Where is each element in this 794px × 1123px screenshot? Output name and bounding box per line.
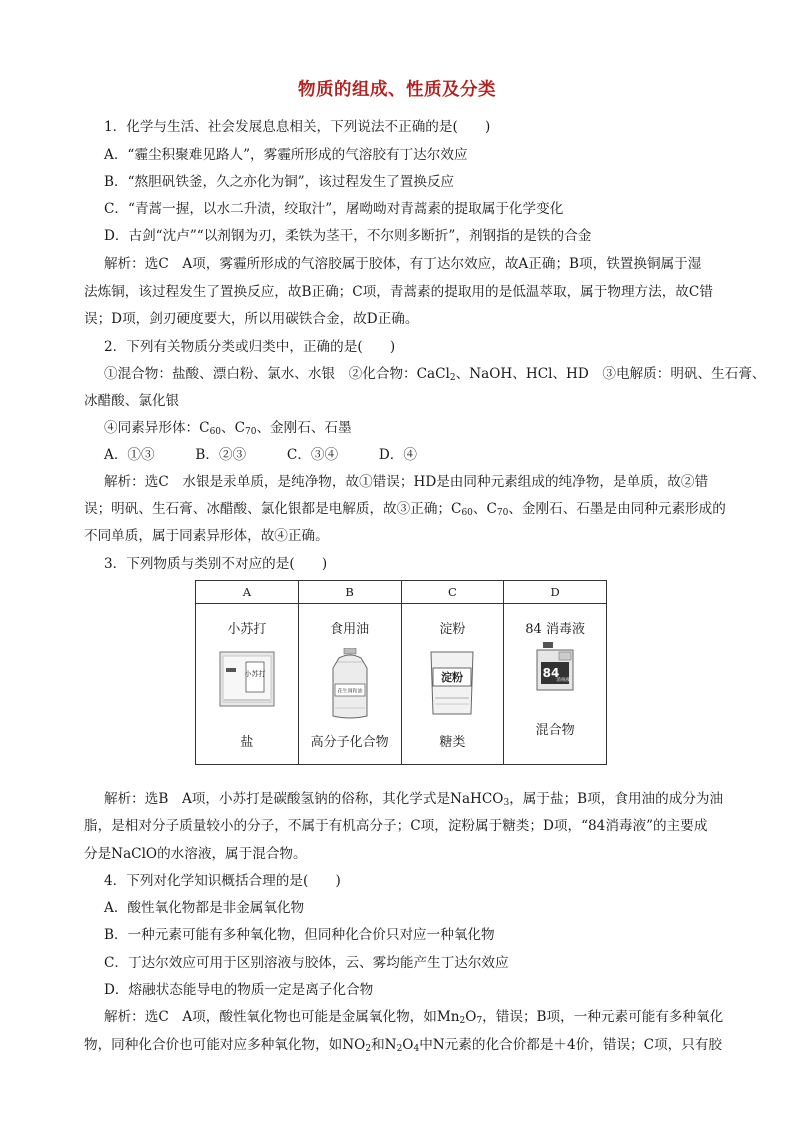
q1-option-a: A．“霾尘积聚难见路人”，雾霾所形成的气溶胶有丁达尔效应 (104, 147, 468, 163)
package-label: 花生调和油 (337, 688, 363, 695)
q3-analysis-line: 解析：选B A项，小苏打是碳酸氢钠的俗称，其化学式是NaHCO$_3$，属于盐；B项，食用油的成分为油 (104, 791, 724, 808)
q4-option-b: B．一种元素可能有多种氧化物，但同种化合价只对应一种氧化物 (104, 927, 495, 943)
q2-item-line: 冰醋酸、氯化银 (84, 393, 180, 409)
category-label: 混合物 (535, 723, 575, 738)
q2-choices: A．①③ B．②③ C．③④ D．④ (104, 447, 417, 463)
q1-option-d: D．古剑“沈卢”“以剂钢为刃，柔铁为茎干，不尔则多断折”，剂钢指的是铁的合金 (104, 228, 592, 244)
table-header: D (504, 581, 607, 604)
q3-analysis-line: 分是NaClO的水溶液，属于混合物。 (84, 846, 307, 862)
table-header: B (298, 581, 401, 604)
q4-option-d: D．熔融状态能导电的物质一定是离子化合物 (104, 982, 374, 998)
q1-option-c: C．“青蒿一握，以水二升渍，绞取汁”，屠呦呦对青蒿素的提取属于化学变化 (104, 201, 564, 217)
cooking-oil-bottle-image (327, 648, 373, 724)
option-cell-a (196, 604, 299, 765)
q3-option-table (195, 580, 607, 765)
option-cell-b (298, 604, 401, 765)
q1-stem: 1．化学与生活、社会发展息息相关，下列说法不正确的是( ) (104, 119, 491, 135)
q1-analysis-line: 误；D项，剑刃硬度要大，所以用碳铁合金，故D正确。 (84, 311, 419, 327)
q4-option-a: A．酸性氧化物都是非金属氧化物 (104, 900, 305, 916)
q3-analysis-line: 脂，是相对分子质量较小的分子，不属于有机高分子；C项，淀粉属于糖类；D项，“84消毒液”的主要成 (84, 818, 708, 834)
page-title: 物质的组成、性质及分类 (298, 80, 496, 100)
category-label: 盐 (240, 735, 254, 750)
q4-analysis-line: 解析：选C A项，酸性氧化物也可能是金属氧化物，如$Mn_2O_7$，错误；B项，一种元素可能有多种氧化 (104, 1009, 724, 1026)
option-cell-c (401, 604, 504, 765)
table-header: C (401, 581, 504, 604)
disinfectant-bottle-image (533, 642, 577, 696)
package-sublabel: 消毒液 (556, 678, 570, 683)
q3-stem: 3．下列物质与类别不对应的是( ) (104, 556, 328, 572)
package-label: 84 (542, 666, 560, 680)
q1-analysis-line: 解析：选C A项，雾霾所形成的气溶胶属于胶体，有丁达尔效应，故A正确；B项，铁置换铜属于湿 (104, 256, 702, 272)
substance-name: 淀粉 (439, 622, 466, 637)
starch-package-image (427, 648, 477, 722)
q2-stem: 2．下列有关物质分类或归类中，正确的是( ) (104, 339, 396, 355)
substance-name: 84 消毒液 (525, 622, 585, 637)
q2-analysis-line: 不同单质，属于同素异形体，故④正确。 (84, 528, 329, 544)
q2-analysis-line: 解析：选C 水银是汞单质，是纯净物，故①错误；HD是由同种元素组成的纯净物，是单质，故②错 (104, 474, 709, 490)
substance-name: 小苏打 (227, 622, 267, 637)
q4-analysis-line: 物，同种化合价也可能对应多种氧化物，如$NO_2$和$N_2O_4$中N元素的化合价都是＋4价，错误；C项，只有胶 (84, 1037, 723, 1054)
baking-soda-package-image (218, 648, 276, 714)
q2-item-line: ①混合物：盐酸、漂白粉、氯水、水银 ②化合物：CaCl$_2$、NaOH、HCl、HD ③电解质：明矾、生石膏、 (104, 366, 766, 383)
package-label: 小苏打 (244, 670, 266, 678)
category-label: 糖类 (439, 735, 466, 750)
option-cell-d (504, 604, 607, 765)
q1-analysis-line: 法炼铜，该过程发生了置换反应，故B正确；C项，青蒿素的提取用的是低温萃取，属于物理方法，故C错 (84, 284, 713, 300)
package-label: 淀粉 (441, 671, 464, 684)
substance-name: 食用油 (330, 622, 370, 637)
q1-option-b: B．“熬胆矾铁釜，久之亦化为铜”，该过程发生了置换反应 (104, 174, 455, 190)
q2-analysis-line: 误；明矾、生石膏、冰醋酸、氯化银都是电解质，故③正确；$C_{60}$、$C_{70}$、金刚石、石墨是由同种元素形成的 (84, 501, 726, 518)
q4-stem: 4．下列对化学知识概括合理的是( ) (104, 873, 341, 889)
category-label: 高分子化合物 (310, 735, 389, 750)
q4-option-c: C．丁达尔效应可用于区别溶液与胶体，云、雾均能产生丁达尔效应 (104, 955, 509, 971)
q2-item-line: ④同素异形体：$C_{60}$、$C_{70}$、金刚石、石墨 (104, 420, 352, 437)
table-header: A (196, 581, 299, 604)
